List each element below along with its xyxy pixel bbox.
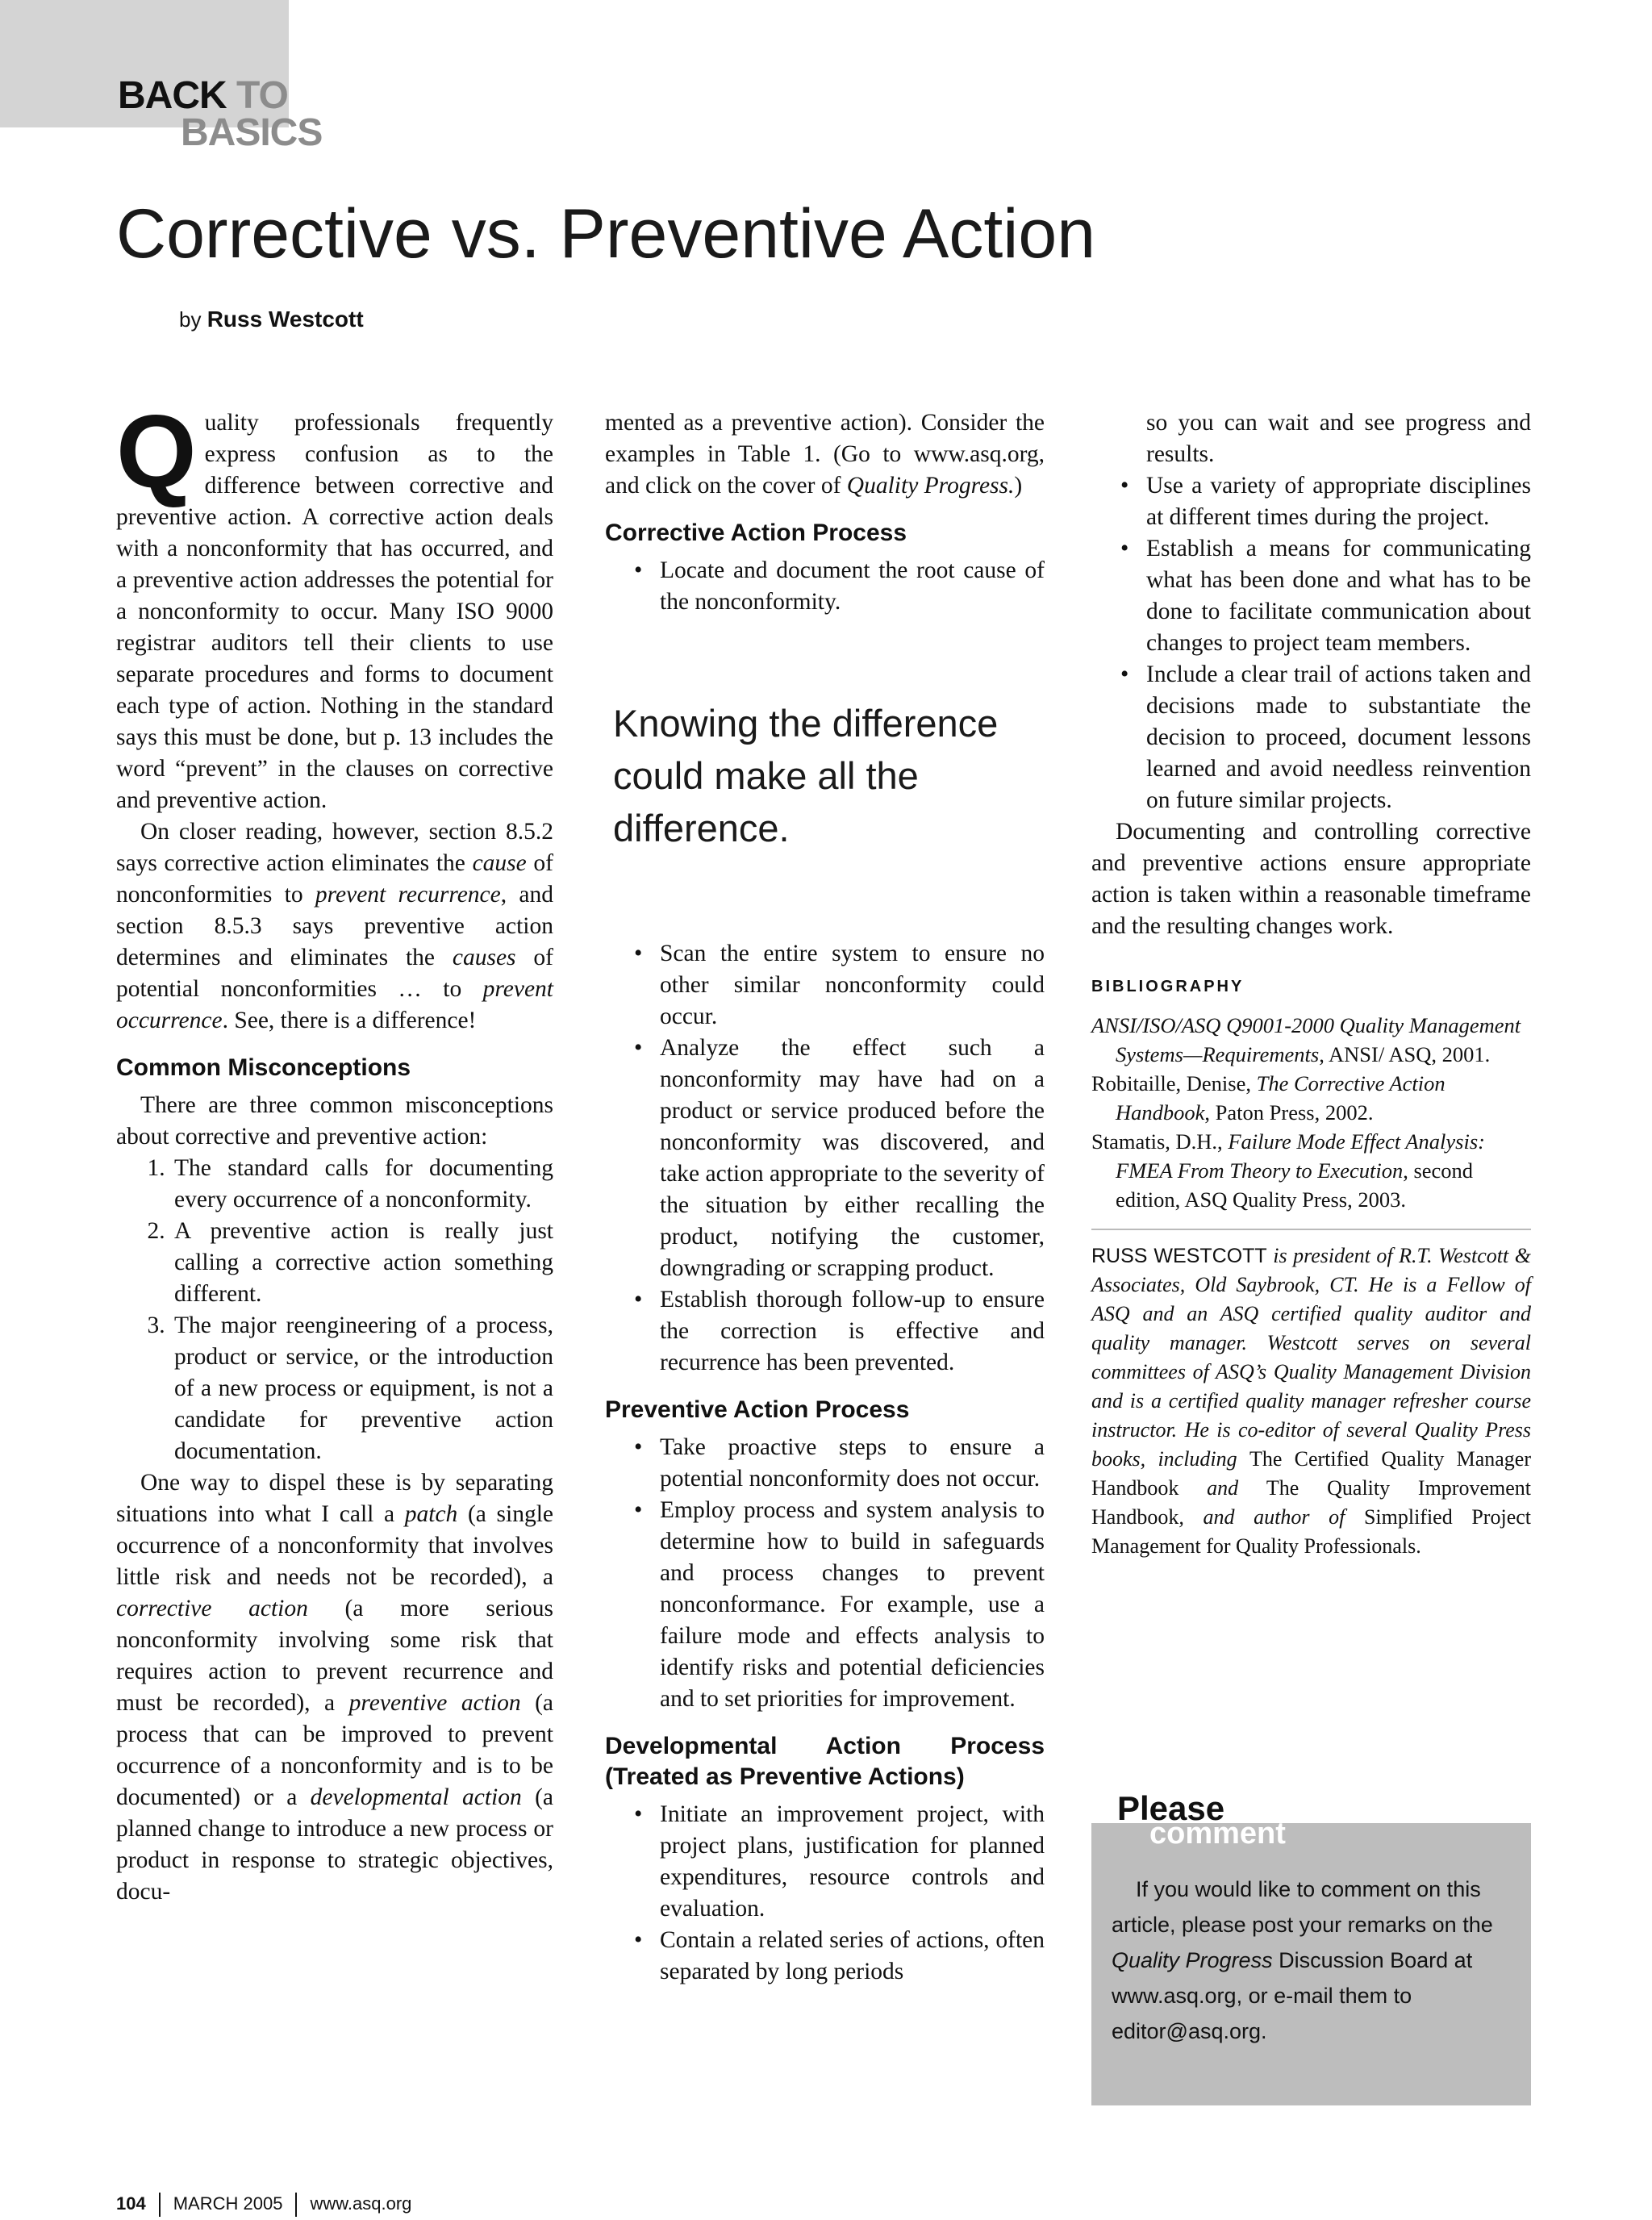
list-item: 2. A preventive action is really just calling a corrective action something different. xyxy=(171,1216,553,1310)
list-item: • Initiate an improvement project, with project plans, justification for planned expenditures, resource controls and evaluation. xyxy=(660,1799,1045,1925)
list-item: • Locate and document the root cause of the nonconformity. xyxy=(660,555,1045,618)
heading-corrective: Corrective Action Process xyxy=(605,520,907,546)
section-kicker xyxy=(118,74,323,154)
misconceptions-paragraph: There are three common misconceptions about corrective and preventive action: xyxy=(116,1092,553,1150)
heading-preventive: Preventive Action Process xyxy=(605,1396,910,1423)
list-item: • Include a clear trail of actions taken and decisions made to substantiate the decision to proceed, document lessons learned and avoid needless reinvention on future similar projects. xyxy=(1146,659,1531,816)
dispel-paragraph: One way to dispel these is by separating situations into what I call a patch (a single occurrence of a nonconformity that involves little risk and needs not be recorded), a corrective action (a more serious nonconformity involving some risk that requires action to prevent recurrence and must be recorded), a preventive action (a process that can be improved to prevent occurrence of a nonconformity and is to be documented) or a developmental action (a planned change to introduce a new process or product in response to strategic objectives, docu- xyxy=(116,1470,553,1905)
intro-paragraph: Quality professionals frequently express confusion as to the difference between corrective and preventive action. A corrective action deals with a nonconformity that has occurred, and a preventive action addresses the potential for a nonconformity to occur. Many ISO 9000 registrar auditors tell their clients to use separate procedures and forms to document each type of action. Nothing in the standard says this must be done, but p. 13 includes the word “prevent” in the clauses on corrective and preventive action. xyxy=(116,394,553,813)
heading-developmental: Developmental Action Process (Treated as Preventive Actions) xyxy=(605,1733,1045,1790)
bibliography xyxy=(1091,1011,1531,1214)
divider xyxy=(1091,1229,1531,1230)
developmental-list xyxy=(605,1799,1045,1988)
kicker-to: TO xyxy=(236,74,288,117)
page-number: 104 xyxy=(116,2193,146,2214)
comment-box-comment: comment xyxy=(1149,1817,1286,1851)
pull-quote: Knowing the difference could make all the difference. xyxy=(613,702,999,849)
corrective-list-continued xyxy=(605,938,1045,1379)
corrective-list xyxy=(605,555,1045,618)
developmental-list-continued xyxy=(1091,470,1531,816)
list-item: • Establish a means for communicating what has been done and what has to be done to facilitate communication about changes to project team members. xyxy=(1146,533,1531,659)
page-footer xyxy=(116,2193,411,2217)
list-item: • Scan the entire system to ensure no other similar nonconformity could occur. xyxy=(660,938,1045,1033)
issue-date: MARCH 2005 xyxy=(173,2193,283,2214)
website-url: www.asq.org xyxy=(310,2193,412,2214)
heading-misconceptions: Common Misconceptions xyxy=(116,1054,411,1081)
list-item: • Use a variety of appropriate disciplines at different times during the project. xyxy=(1146,470,1531,533)
list-item: • Contain a related series of actions, often separated by long periods xyxy=(660,1925,1045,1988)
footer-separator xyxy=(295,2193,297,2217)
column-3 xyxy=(1091,407,1531,1561)
list-item: • Take proactive steps to ensure a potential nonconformity does not occur. xyxy=(660,1432,1045,1495)
list-item: 1. The standard calls for documenting every occurrence of a nonconformity. xyxy=(171,1153,553,1216)
list-item: • Analyze the effect such a nonconformity may have had on a product or service produced before the nonconformity was discovered, and take action appropriate to the severity of the situation by either recalling the product, notifying the customer, downgrading or scrapping product. xyxy=(660,1033,1045,1284)
bibliography-entry: Robitaille, Denise, The Corrective Action Handbook, Paton Press, 2002. xyxy=(1091,1071,1446,1125)
kicker-basics: BASICS xyxy=(181,111,323,154)
byline-author: Russ Westcott xyxy=(206,307,364,332)
column-1 xyxy=(116,394,554,1908)
article-title: Corrective vs. Preventive Action xyxy=(116,195,1096,273)
preventive-list xyxy=(605,1432,1045,1715)
table-reference-paragraph: mented as a preventive action). Consider the examples in Table 1. (Go to www.asq.org, and click on the cover of Quality Progress.) xyxy=(605,410,1045,499)
comment-box-please: Please xyxy=(1117,1789,1225,1827)
comment-box-text: If you would like to comment on this article, please post your remarks on the Quality Progress Discussion Board at www.asq.org, or e-mail them to editor@asq.org. xyxy=(1112,1877,1493,2043)
continued-item: so you can wait and see progress and results. xyxy=(1146,410,1531,467)
bibliography-entry: ANSI/ISO/ASQ Q9001-2000 Quality Management Systems—Requirements, ANSI/ ASQ, 2001. xyxy=(1091,1013,1521,1066)
list-item: 3. The major reengineering of a process, product or service, or the introduction of a new process or equipment, is not a candidate for preventive action documentation. xyxy=(171,1310,553,1467)
drop-cap: Q xyxy=(116,394,197,510)
section-paragraph: On closer reading, however, section 8.5.2 says corrective action eliminates the cause of nonconformities to prevent recurrence, and section 8.5.3 says preventive action determines and eliminates the causes of potential nonconformities … to prevent occurrence. See, there is a difference! xyxy=(116,819,554,1033)
column-2 xyxy=(605,407,1045,1988)
kicker-back: BACK xyxy=(118,74,227,117)
bibliography-entry: Stamatis, D.H., Failure Mode Effect Analysis: FMEA From Theory to Execution, second edition, ASQ Quality Press, 2003. xyxy=(1091,1129,1485,1212)
conclusion-paragraph: Documenting and controlling corrective and preventive actions ensure appropriate action is taken within a reasonable timeframe and the resulting changes work. xyxy=(1091,819,1531,939)
byline-by: by xyxy=(179,307,202,332)
misconceptions-list xyxy=(116,1153,553,1467)
byline xyxy=(179,307,364,332)
list-item: • Establish thorough follow-up to ensure the correction is effective and recurrence has been prevented. xyxy=(660,1284,1045,1379)
bibliography-heading: BIBLIOGRAPHY xyxy=(1091,978,1245,995)
list-item: • Employ process and system analysis to determine how to build in safeguards and process changes to prevent nonconformance. For example, use a failure mode and effects analysis to identify risks and potential deficiencies and to set priorities for improvement. xyxy=(660,1495,1045,1715)
author-bio: RUSS WESTCOTT is president of R.T. Westcott & Associates, Old Saybrook, CT. He is a Fellow of ASQ and an ASQ certified quality auditor and quality manager. Westcott serves on several committees of ASQ’s Quality Management Division and is a certified quality manager refresher course instructor. He is co-editor of several Quality Press books, including The Certified Quality Manager Handbook and The Quality Improvement Handbook, and author of Simplified Project Management for Quality Professionals. xyxy=(1091,1244,1532,1558)
footer-separator xyxy=(159,2193,161,2217)
